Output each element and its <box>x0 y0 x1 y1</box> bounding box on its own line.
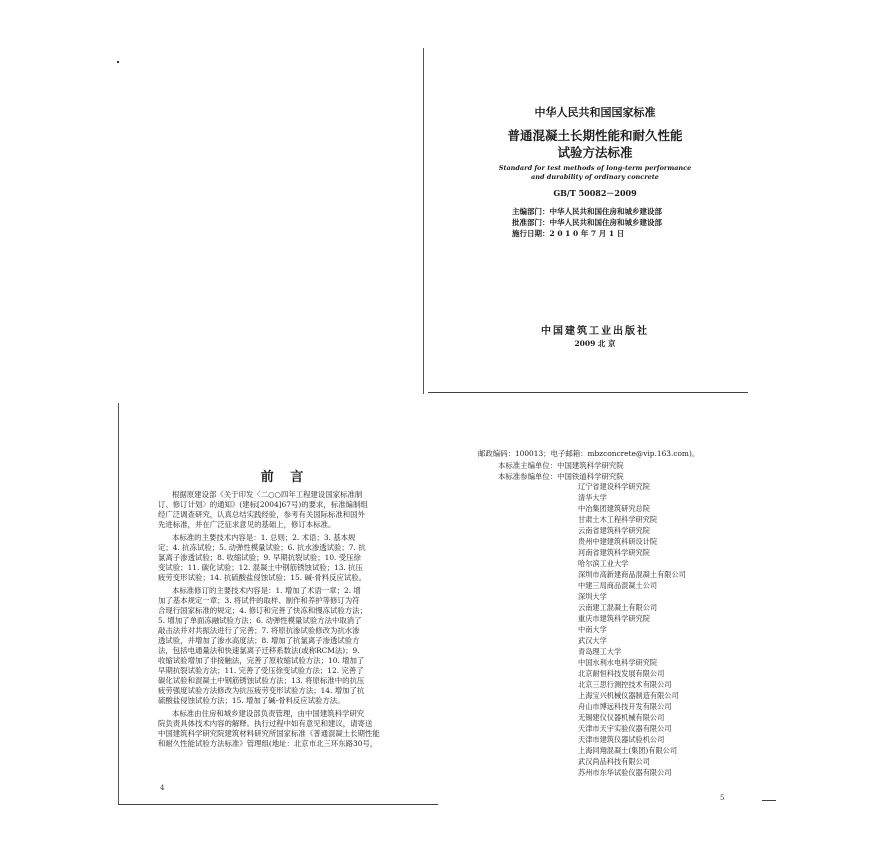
editor-department: 主编部门：中华人民共和国住房和城乡建设部 <box>512 207 662 216</box>
foreword-line: 定；4. 抗冻试验；5. 动弹性模量试验；6. 抗水渗透试验；7. 抗 <box>158 543 366 552</box>
list-item: 中冶集团建筑研究总院 <box>578 504 650 513</box>
list-item: 中建三局商品混凝土公司 <box>578 581 658 590</box>
page-number-left: 4 <box>160 784 165 792</box>
list-item: 辽宁省建设科学研究院 <box>578 482 650 491</box>
list-item: 河南省建筑科学研究院 <box>578 548 650 557</box>
foreword-line: 订、修订计划〉的通知》(建标[2004]67号)的要求，标准编制组 <box>158 500 368 509</box>
list-item: 上海同翔混凝土(集团)有限公司 <box>578 746 678 755</box>
standard-title-line2: 试验方法标准 <box>557 145 633 160</box>
standard-code: GB/T 50082－2009 <box>553 188 637 198</box>
publish-year-city: 2009 北 京 <box>574 339 616 348</box>
list-item: 中南大学 <box>578 625 607 634</box>
foreword-line: 碳化试验和混凝土中钢筋锈蚀试验方法；13. 将原标准中的抗压 <box>158 676 365 685</box>
foreword-heading: 前 言 <box>260 470 310 485</box>
foreword-line: 先进标准，并在广泛征求意见的基础上，修订本标准。 <box>158 520 336 529</box>
chief-editor-unit: 本标准主编单位：中国建筑科学研究院 <box>498 461 624 470</box>
english-title-line2: and durability of ordinary concrete <box>531 173 659 181</box>
foreword-line: 透试验，并增加了渗水高度法；8. 增加了抗氯离子渗透试验方 <box>158 636 360 645</box>
foreword-line: 本标准由住房和城乡建设部负责管理，由中国建筑科学研究 <box>172 709 365 718</box>
scan-speck <box>117 61 119 63</box>
list-item: 深圳大学 <box>578 592 607 601</box>
list-item: 上海宝兴机械仪器制造有限公司 <box>578 691 679 700</box>
foreword-line: 合现行国家标准的规定；4. 修订和完善了快冻和慢冻试验方法； <box>158 606 367 615</box>
foreword-line: 变试验；11. 碳化试验；12. 混凝土中钢筋锈蚀试验；13. 抗压 <box>158 563 363 572</box>
foreword-line: 加了基本规定一章；3. 将试件的取样、制作和养护等修订为符 <box>158 596 360 605</box>
list-item: 无锡建仪仪器机械有限公司 <box>578 713 665 722</box>
foreword-line: 本标准修订的主要技术内容是：1. 增加了术语一章；2. 增 <box>172 586 361 595</box>
foreword-line: 经广泛调查研究，认真总结实践经验，参考有关国际标准和国外 <box>158 510 365 519</box>
postal-email-line: 邮政编码：100013；电子邮箱：mbzconcrete@vip.163.com)。 <box>478 449 700 458</box>
foreword-line: 疲劳变形试验；14. 抗硫酸盐侵蚀试验；15. 碱-骨料反应试验。 <box>158 573 367 582</box>
approval-department: 批准部门：中华人民共和国住房和城乡建设部 <box>512 218 662 227</box>
foreword-line: 5. 增加了单面冻融试验方法；6. 动弹性模量试验方法中取消了 <box>158 616 362 625</box>
english-title-line1: Standard for test methods of long-term performance <box>498 164 692 172</box>
list-item: 天津市天宇实验仪器有限公司 <box>578 724 672 733</box>
foreword-line: 硫酸盐侵蚀试验方法；15. 增加了碱-骨料反应试验方法。 <box>158 696 345 705</box>
page-number-right: 5 <box>720 794 725 802</box>
foreword-line: 法，包括电通量法和快速氯离子迁移系数法(或称RCM法)；9. <box>158 646 360 655</box>
list-item: 云南省建筑科学研究院 <box>578 526 650 535</box>
list-item: 舟山市博远科技开发有限公司 <box>578 702 672 711</box>
participant-unit-first: 本标准参编单位：中国铁道科学研究院 <box>498 472 624 481</box>
list-item: 北京三思行测控技术有限公司 <box>578 680 672 689</box>
foreword-line: 早期抗裂试验方法；11. 完善了受压徐变试验方法；12. 完善了 <box>158 666 364 675</box>
foreword-line: 本标准的主要技术内容是：1. 总则；2. 术语；3. 基本规 <box>172 533 356 542</box>
foreword-line: 敲击法并对共振法进行了完善；7. 将原抗渗试验修改为抗水渗 <box>158 626 360 635</box>
effective-date: 施行日期：2 0 1 0 年 7 月 1 日 <box>512 229 625 238</box>
corner-mark <box>762 800 776 801</box>
foreword-line: 根据原建设部《关于印发〈二○○四年工程建设国家标准制 <box>172 490 363 499</box>
foreword-line: 疲劳强度试验方法修改为抗压疲劳变形试验方法；14. 增加了抗 <box>158 686 365 695</box>
left-page-edge <box>118 403 119 805</box>
foreword-line: 氯离子渗透试验；8. 收缩试验；9. 早期抗裂试验；10. 受压徐 <box>158 553 361 562</box>
list-item: 天津市建筑仪器试验机公司 <box>578 735 665 744</box>
foreword-line: 收缩试验增加了非接触法，完善了原收缩试验方法；10. 增加了 <box>158 656 365 665</box>
list-item: 清华大学 <box>578 493 607 502</box>
page-bottom-edge <box>428 392 748 393</box>
list-item: 云南建工混凝土有限公司 <box>578 603 658 612</box>
foreword-line: 院负责具体技术内容的解释。执行过程中如有意见和建议，请寄送 <box>158 719 373 728</box>
list-item: 甘肃土木工程科学研究院 <box>578 515 658 524</box>
list-item: 武汉大学 <box>578 636 607 645</box>
left-page-bottom-edge <box>118 804 438 805</box>
page-edge-line <box>423 48 424 394</box>
standard-title-line1: 普通混凝土长期性能和耐久性能 <box>507 128 683 143</box>
list-item: 武汉尚品科技有限公司 <box>578 757 650 766</box>
list-item: 深圳市高新建商品混凝土有限公司 <box>578 570 686 579</box>
foreword-line: 和耐久性能试验方法标准》管理组(地址：北京市北三环东路30号， <box>158 739 378 748</box>
list-item: 北京耐恒科技发展有限公司 <box>578 669 665 678</box>
national-standard-label: 中华人民共和国国家标准 <box>534 106 656 119</box>
list-item: 苏州市东华试验仪器有限公司 <box>578 768 672 777</box>
list-item: 哈尔滨工业大学 <box>578 559 629 568</box>
list-item: 青岛理工大学 <box>578 647 622 656</box>
list-item: 中国水利水电科学研究院 <box>578 658 658 667</box>
list-item: 贵州中建建筑科研设计院 <box>578 537 658 546</box>
foreword-line: 中国建筑科学研究院建筑材料研究所国家标准《普通混凝土长期性能 <box>158 729 380 738</box>
list-item: 重庆市建筑科学研究院 <box>578 614 650 623</box>
publisher-name: 中国建筑工业出版社 <box>541 326 649 337</box>
